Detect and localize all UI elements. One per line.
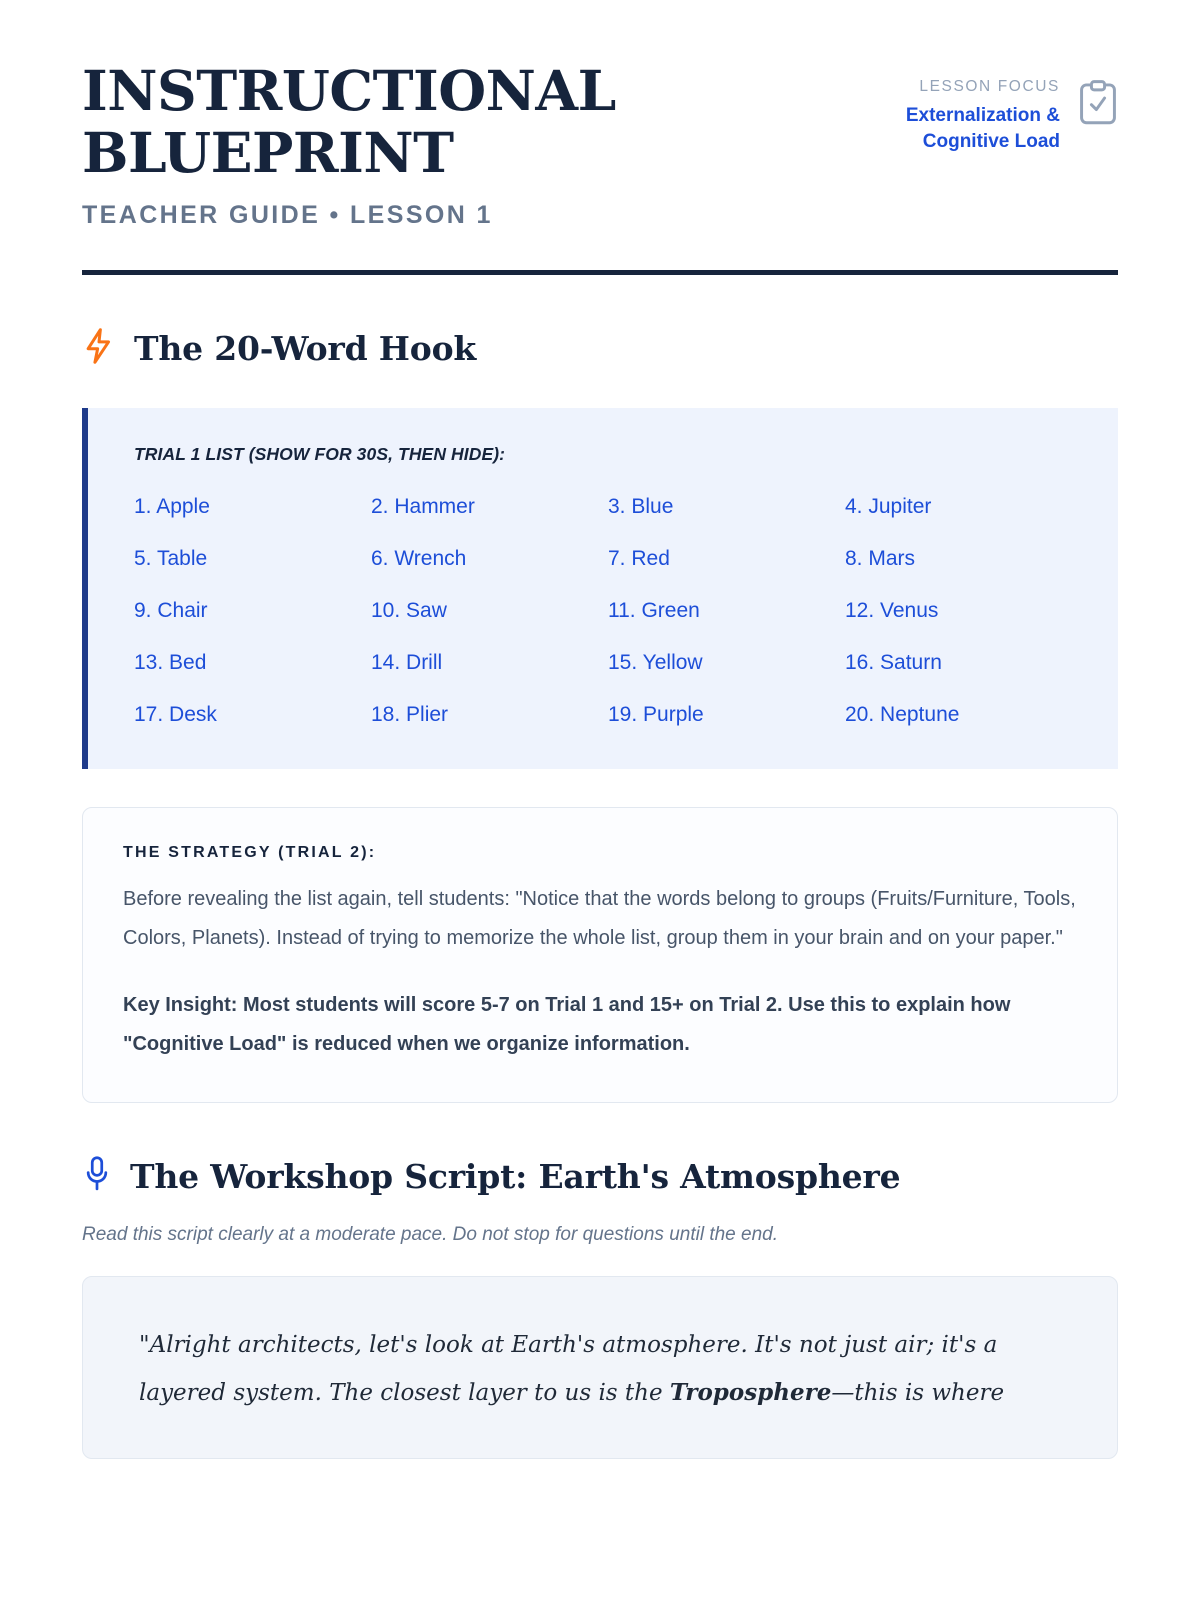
word-item: 13. Bed xyxy=(134,651,207,675)
lesson-focus-label: LESSON FOCUS xyxy=(919,78,1060,95)
strategy-label: THE STRATEGY (TRIAL 2): xyxy=(123,844,377,862)
word-item: 1. Apple xyxy=(134,495,210,519)
lesson-focus-text xyxy=(860,78,1060,154)
strategy-card xyxy=(82,807,1118,1103)
script-text xyxy=(139,1321,1061,1418)
word-item: 14. Drill xyxy=(371,651,443,675)
word-item: 5. Table xyxy=(134,547,208,571)
word-item: 6. Wrench xyxy=(371,547,467,571)
script-note: Read this script clearly at a moderate pace. Do not stop for questions until the end. xyxy=(82,1224,778,1246)
lesson-focus-block xyxy=(860,60,1118,154)
script-card xyxy=(82,1276,1118,1459)
word-item: 10. Saw xyxy=(371,599,447,623)
page-title-line1: INSTRUCTIONAL xyxy=(82,58,616,123)
word-item: 3. Blue xyxy=(608,495,674,519)
page-title-line2: BLUEPRINT xyxy=(82,119,454,185)
section-heading-script xyxy=(82,1155,1118,1198)
document-header xyxy=(82,60,1118,230)
script-text-part2: —this is where xyxy=(831,1380,1005,1407)
hook-heading: The 20-Word Hook xyxy=(134,329,477,369)
word-item: 20. Neptune xyxy=(845,703,960,727)
word-grid xyxy=(134,495,1072,727)
word-item: 18. Plier xyxy=(371,703,449,727)
trial-one-word-list-card xyxy=(82,408,1118,769)
page-subtitle: TEACHER GUIDE • LESSON 1 xyxy=(82,201,493,230)
strategy-key-insight: Key Insight: Most students will score 5-7 on Trial 1 and 15+ on Trial 2. Use this to explain how "Cognitive Load" is reduced when we organize information. xyxy=(123,994,1011,1056)
word-item: 9. Chair xyxy=(134,599,208,623)
page-title xyxy=(82,60,616,183)
word-item: 17. Desk xyxy=(134,703,217,727)
word-item: 16. Saturn xyxy=(845,651,942,675)
word-list-caption: TRIAL 1 LIST (SHOW FOR 30S, THEN HIDE): xyxy=(134,444,506,465)
lesson-focus-value: Externalization & Cognitive Load xyxy=(905,105,1060,152)
microphone-icon xyxy=(82,1155,112,1198)
title-block xyxy=(82,60,616,230)
script-heading: The Workshop Script: Earth's Atmosphere xyxy=(130,1157,901,1197)
script-text-bold-term: Troposphere xyxy=(669,1379,832,1407)
word-item: 12. Venus xyxy=(845,599,939,623)
word-item: 19. Purple xyxy=(608,703,704,727)
strategy-body: Before revealing the list again, tell students: "Notice that the words belong to groups (Fruits/Furniture, Tools, Colors, Planets). Instead of trying to memorize the whole list, group them in your brain and on your paper." xyxy=(123,888,1076,950)
word-item: 8. Mars xyxy=(845,547,916,571)
word-item: 11. Green xyxy=(608,599,700,623)
header-divider xyxy=(82,270,1118,275)
word-item: 7. Red xyxy=(608,547,670,571)
word-item: 15. Yellow xyxy=(608,651,703,675)
word-item: 4. Jupiter xyxy=(845,495,932,519)
section-heading-hook xyxy=(82,327,1118,370)
clipboard-check-icon xyxy=(1078,80,1118,126)
lightning-bolt-icon xyxy=(82,327,116,370)
script-text-part1: "Alright architects, let's look at Earth's atmosphere. It's not just air; it's a layered system. The closest layer to us is the xyxy=(139,1332,998,1407)
word-item: 2. Hammer xyxy=(371,495,475,519)
